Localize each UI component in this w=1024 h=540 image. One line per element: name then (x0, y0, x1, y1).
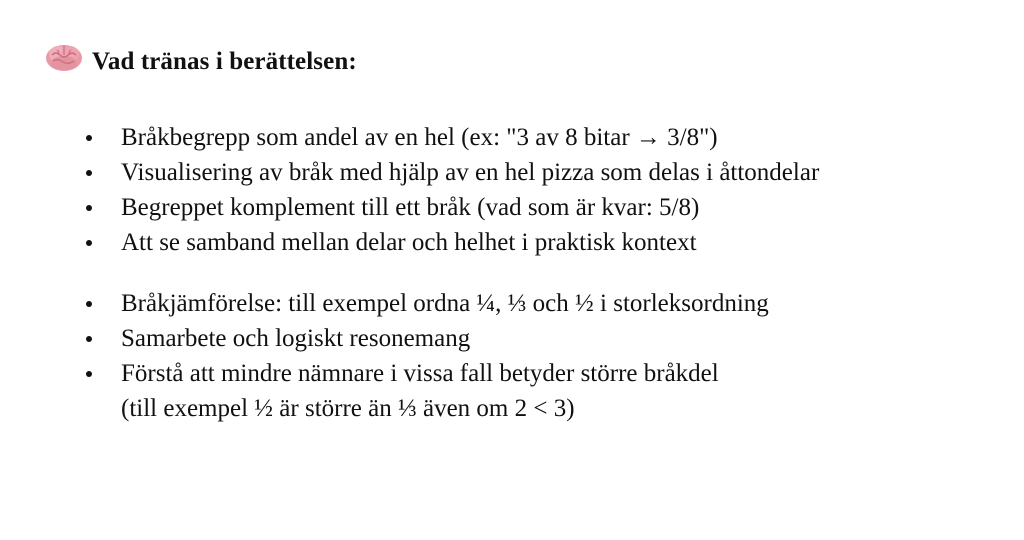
list-item (0, 356, 1000, 426)
list-item-text: Att se samband mellan delar och helhet i praktisk kontext (121, 229, 697, 256)
heading-row (44, 42, 357, 82)
section-heading: Vad tränas i berättelsen: (92, 48, 357, 75)
brain-icon (44, 41, 84, 75)
list-item (0, 321, 1000, 356)
list-item (0, 120, 1000, 155)
list-item (0, 286, 1000, 321)
list-item-text: Förstå att mindre nämnare i vissa fall betyder större bråkdel (121, 360, 719, 387)
bullet-list-comparison-skills (0, 286, 1000, 426)
bullet-icon (86, 170, 92, 176)
bullet-icon (86, 371, 92, 377)
list-item (0, 225, 1000, 260)
list-item (0, 155, 1000, 190)
bullet-icon (86, 240, 92, 246)
bullet-icon (86, 301, 92, 307)
list-item-text: Bråkbegrepp som andel av en hel (ex: "3 av 8 bitar → 3/8") (121, 124, 718, 151)
bullet-icon (86, 135, 92, 141)
list-item-text: Begreppet komplement till ett bråk (vad som är kvar: 5/8) (121, 194, 700, 221)
list-item-continuation: (till exempel ½ är större än ⅓ även om 2 < 3) (121, 395, 575, 422)
list-item-text: Bråkjämförelse: till exempel ordna ¼, ⅓ och ½ i storleksordning (121, 290, 769, 317)
bullet-list-fraction-concepts (0, 120, 1000, 260)
bullet-icon (86, 336, 92, 342)
bullet-icon (86, 205, 92, 211)
list-item-text: Samarbete och logiskt resonemang (121, 325, 471, 352)
list-item-text: Visualisering av bråk med hjälp av en hel pizza som delas i åttondelar (121, 159, 820, 186)
list-item (0, 190, 1000, 225)
